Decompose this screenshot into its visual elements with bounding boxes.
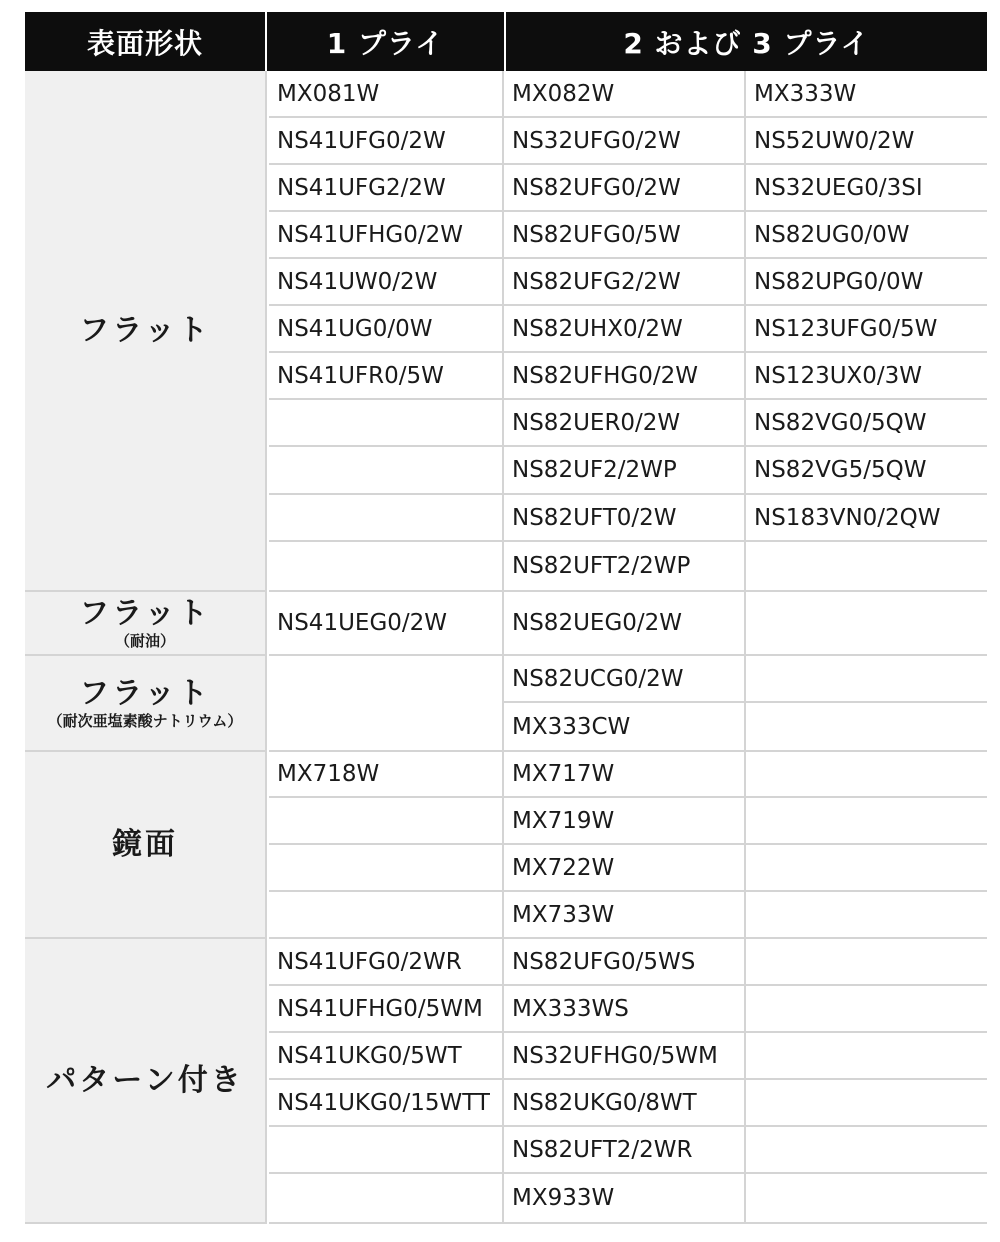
table-cell-multi-ply-a: NS82UHX0/2W bbox=[504, 306, 745, 353]
table-cell-one-ply: NS41UG0/0W bbox=[269, 306, 503, 353]
table-cell-one-ply: NS41UEG0/2W bbox=[269, 592, 503, 656]
table-cell-multi-ply-a: NS82UCG0/2W bbox=[504, 656, 745, 703]
table-cell-multi-ply-a: NS32UFHG0/5WM bbox=[504, 1033, 745, 1080]
category-label: フラット bbox=[79, 595, 211, 631]
table-cell-multi-ply-b: NS32UEG0/3SI bbox=[746, 165, 987, 212]
table-cell-multi-ply-a: NS82UER0/2W bbox=[504, 400, 745, 447]
table-cell-multi-ply-b bbox=[746, 592, 987, 656]
category-label: フラット bbox=[79, 675, 211, 711]
header-surface-shape: 表面形状 bbox=[25, 12, 265, 71]
table-cell-multi-ply-a: NS82UFG0/5W bbox=[504, 212, 745, 259]
table-cell-multi-ply-b bbox=[746, 1033, 987, 1080]
table-cell-multi-ply-b: NS123UFG0/5W bbox=[746, 306, 987, 353]
header-two-three-ply: 2 および 3 プライ bbox=[504, 12, 987, 71]
table-cell-multi-ply-b bbox=[746, 1080, 987, 1127]
table-cell-multi-ply-b bbox=[746, 798, 987, 845]
table-cell-multi-ply-a: NS82UFG2/2W bbox=[504, 259, 745, 306]
table-cell-multi-ply-a: MX333CW bbox=[504, 703, 745, 752]
table-cell-multi-ply-b: NS52UW0/2W bbox=[746, 118, 987, 165]
table-cell-multi-ply-b bbox=[746, 752, 987, 798]
table-cell-one-ply: NS41UW0/2W bbox=[269, 259, 503, 306]
table-cell-one-ply: NS41UKG0/15WTT bbox=[269, 1080, 503, 1127]
table-cell-multi-ply-a: MX717W bbox=[504, 752, 745, 798]
table-cell-multi-ply-a: MX733W bbox=[504, 892, 745, 939]
column-divider bbox=[744, 71, 746, 1224]
table-cell-one-ply: NS41UFG0/2W bbox=[269, 118, 503, 165]
table-cell-multi-ply-b: MX333W bbox=[746, 71, 987, 118]
table-cell-multi-ply-a: NS82UFT0/2W bbox=[504, 495, 745, 542]
table-cell-one-ply: NS41UFG0/2WR bbox=[269, 939, 503, 986]
table-cell-one-ply bbox=[269, 400, 503, 447]
table-cell-multi-ply-a: NS82UF2/2WP bbox=[504, 447, 745, 495]
category-cell bbox=[25, 592, 265, 656]
table-cell-one-ply: MX081W bbox=[269, 71, 503, 118]
category-cell bbox=[25, 71, 265, 592]
category-cell bbox=[25, 939, 265, 1224]
category-label: パターン付き bbox=[46, 1063, 244, 1098]
table-cell-one-ply: NS41UFHG0/5WM bbox=[269, 986, 503, 1033]
table-cell-multi-ply-a: MX722W bbox=[504, 845, 745, 892]
table-cell-one-ply bbox=[269, 542, 503, 592]
table-cell-multi-ply-a: NS82UFT2/2WR bbox=[504, 1127, 745, 1174]
table-cell-multi-ply-b bbox=[746, 845, 987, 892]
category-label: 鏡面 bbox=[112, 827, 178, 862]
table-cell-multi-ply-a: NS82UKG0/8WT bbox=[504, 1080, 745, 1127]
table-cell-multi-ply-b: NS82VG0/5QW bbox=[746, 400, 987, 447]
table-cell-one-ply: NS41UFR0/5W bbox=[269, 353, 503, 400]
table-cell-one-ply bbox=[269, 495, 503, 542]
table-cell-multi-ply-b bbox=[746, 1127, 987, 1174]
table-cell-multi-ply-b bbox=[746, 656, 987, 703]
table-cell-multi-ply-b bbox=[746, 703, 987, 752]
product-table bbox=[25, 12, 987, 1224]
table-cell-multi-ply-b bbox=[746, 986, 987, 1033]
category-cell bbox=[25, 656, 265, 752]
header-one-ply: 1 プライ bbox=[265, 12, 504, 71]
category-sublabel: （耐次亜塩素酸ナトリウム） bbox=[47, 711, 243, 730]
category-label: フラット bbox=[79, 313, 211, 348]
category-sublabel: （耐油） bbox=[114, 631, 175, 650]
table-cell-multi-ply-b bbox=[746, 542, 987, 592]
table-cell-multi-ply-b: NS82VG5/5QW bbox=[746, 447, 987, 495]
table-cell-one-ply: NS41UKG0/5WT bbox=[269, 1033, 503, 1080]
table-cell-multi-ply-a: NS82UFG0/2W bbox=[504, 165, 745, 212]
table-cell-one-ply bbox=[269, 1174, 503, 1224]
table-cell-one-ply bbox=[269, 798, 503, 845]
table-cell-one-ply bbox=[269, 1127, 503, 1174]
table-cell-one-ply: MX718W bbox=[269, 752, 503, 798]
category-cell bbox=[25, 752, 265, 939]
table-cell-multi-ply-b bbox=[746, 939, 987, 986]
table-cell-one-ply bbox=[269, 656, 503, 752]
table-cell-multi-ply-b: NS183VN0/2QW bbox=[746, 495, 987, 542]
table-cell-multi-ply-a: NS82UEG0/2W bbox=[504, 592, 745, 656]
table-cell-multi-ply-a: MX082W bbox=[504, 71, 745, 118]
table-cell-multi-ply-a: MX933W bbox=[504, 1174, 745, 1224]
table-cell-multi-ply-b: NS123UX0/3W bbox=[746, 353, 987, 400]
table-cell-multi-ply-a: MX333WS bbox=[504, 986, 745, 1033]
table-cell-multi-ply-a: NS82UFHG0/2W bbox=[504, 353, 745, 400]
table-cell-multi-ply-b bbox=[746, 1174, 987, 1224]
table-cell-multi-ply-b: NS82UG0/0W bbox=[746, 212, 987, 259]
column-divider bbox=[265, 71, 267, 1224]
table-cell-multi-ply-a: NS32UFG0/2W bbox=[504, 118, 745, 165]
column-divider bbox=[502, 71, 504, 1224]
table-cell-one-ply: NS41UFHG0/2W bbox=[269, 212, 503, 259]
table-cell-one-ply bbox=[269, 447, 503, 495]
table-cell-one-ply bbox=[269, 892, 503, 939]
table-cell-multi-ply-a: NS82UFG0/5WS bbox=[504, 939, 745, 986]
table-cell-one-ply bbox=[269, 845, 503, 892]
table-cell-multi-ply-b bbox=[746, 892, 987, 939]
table-cell-multi-ply-b: NS82UPG0/0W bbox=[746, 259, 987, 306]
table-cell-one-ply: NS41UFG2/2W bbox=[269, 165, 503, 212]
table-cell-multi-ply-a: NS82UFT2/2WP bbox=[504, 542, 745, 592]
table-cell-multi-ply-a: MX719W bbox=[504, 798, 745, 845]
